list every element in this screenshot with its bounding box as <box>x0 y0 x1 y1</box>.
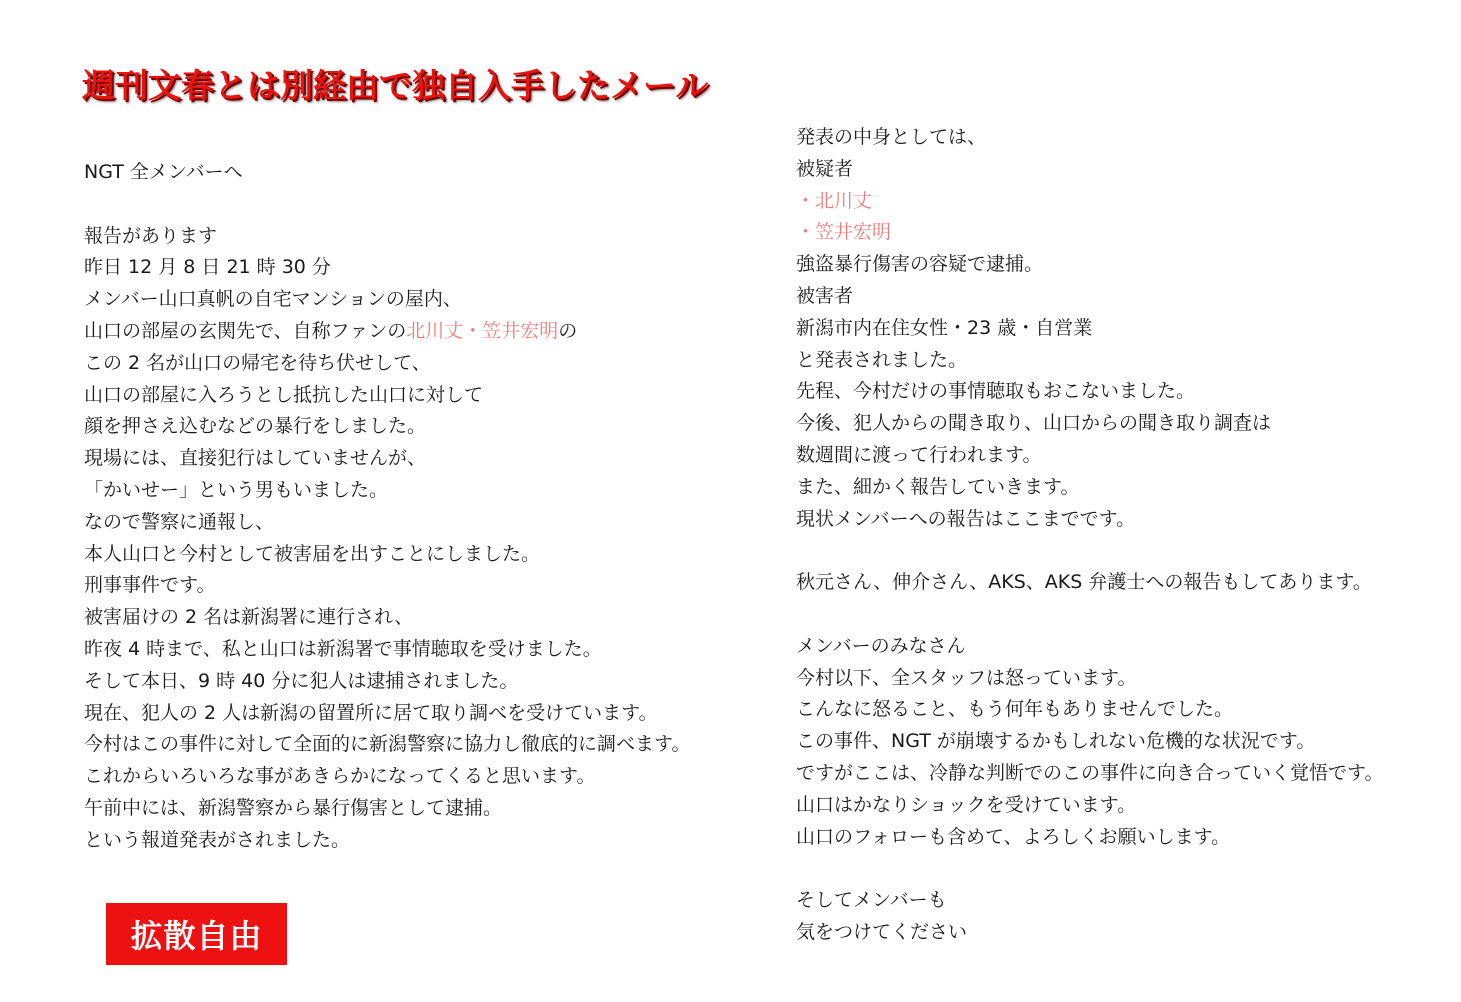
highlighted-names: 北川丈・笠井宏明 <box>406 319 559 342</box>
text-line: 現状メンバーへの報告はここまでです。 <box>796 507 1136 530</box>
share-freely-badge: 拡散自由 <box>106 903 287 965</box>
text-line: 山口の部屋に入ろうとし抵抗した山口に対して <box>84 383 484 406</box>
text-line: 昨夜 4 時まで、私と山口は新潟署で事情聴取を受けました。 <box>84 637 602 660</box>
text-line: これからいろいろな事があきらかになってくると思います。 <box>84 765 596 788</box>
text-line: NGT 全メンバーへ <box>84 161 243 183</box>
text-segment: の <box>558 319 578 342</box>
text-line: 報告があります <box>84 224 218 247</box>
text-line: 顔を押さえ込むなどの暴行をしました。 <box>84 415 427 438</box>
text-line: 昨日 12 月 8 日 21 時 30 分 <box>84 256 331 279</box>
text-segment: 山口の部屋の玄関先で、自称ファンの <box>84 319 407 342</box>
text-line: と発表されました。 <box>796 348 968 371</box>
text-line: ですがここは、冷静な判断でのこの事件に向き合っていく覚悟です。 <box>796 761 1384 784</box>
blank-line <box>84 189 690 221</box>
blank-line <box>796 599 1383 631</box>
text-line: 今村以下、全スタッフは怒っています。 <box>796 666 1137 689</box>
suspect-name: ・北川丈 <box>796 189 873 212</box>
text-line-with-names <box>84 316 690 348</box>
text-line: 午前中には、新潟警察から暴行傷害として逮捕。 <box>84 796 503 819</box>
text-line: 刑事事件です。 <box>84 574 216 597</box>
text-line: 現場には、直接犯行はしていませんが、 <box>84 447 427 470</box>
text-line: 発表の中身としては、 <box>796 126 987 148</box>
text-line: 被疑者 <box>796 157 854 180</box>
text-line: 秋元さん、伸介さん、AKS、AKS 弁護士への報告もしてあります。 <box>796 571 1372 594</box>
text-line: なので警察に通報し、 <box>84 510 275 533</box>
document-title: 週刊文春とは別経由で独自入手したメール <box>82 66 709 105</box>
suspect-name: ・笠井宏明 <box>796 221 892 244</box>
text-line: 本人山口と今村として被害届を出すことにしました。 <box>84 542 541 565</box>
left-column <box>84 157 690 857</box>
text-line: そして本日、9 時 40 分に犯人は逮捕されました。 <box>84 669 519 692</box>
right-column <box>796 122 1383 949</box>
text-line: 先程、今村だけの事情聴取もおこないました。 <box>796 380 1196 403</box>
text-line: 現在、犯人の 2 人は新潟の留置所に居て取り調べを受けています。 <box>84 701 658 724</box>
text-line: メンバーのみなさん <box>796 634 966 657</box>
text-line: 山口はかなりショックを受けています。 <box>796 793 1137 816</box>
text-line: この 2 名が山口の帰宅を待ち伏せして、 <box>84 351 431 374</box>
blank-line <box>796 853 1383 885</box>
text-line: この事件、NGT が崩壊するかもしれない危機的な状況です。 <box>796 730 1316 753</box>
text-line: 今後、犯人からの聞き取り、山口からの聞き取り調査は <box>796 412 1272 435</box>
text-line: また、細かく報告していきます。 <box>796 475 1080 498</box>
blank-line <box>796 535 1383 567</box>
text-line: 山口のフォローも含めて、よろしくお願いします。 <box>796 825 1231 848</box>
text-line: 今村はこの事件に対して全面的に新潟警察に協力し徹底的に調べます。 <box>84 733 691 756</box>
text-line: 気をつけてください <box>796 920 968 943</box>
text-line: 新潟市内在住女性・23 歳・自営業 <box>796 316 1093 339</box>
text-line: という報道発表がされました。 <box>84 828 351 851</box>
text-line: 強盗暴行傷害の容疑で逮捕。 <box>796 253 1044 276</box>
text-line: 被害届けの 2 名は新潟署に連行され、 <box>84 606 414 629</box>
text-line: 「かいせー」という男もいました。 <box>84 478 389 501</box>
text-line: 数週間に渡って行われます。 <box>796 443 1042 466</box>
text-line: 被害者 <box>796 284 854 307</box>
text-line: メンバー山口真帆の自宅マンションの屋内、 <box>84 288 462 311</box>
text-line: そしてメンバーも <box>796 889 947 912</box>
text-line: こんなに怒ること、もう何年もありませんでした。 <box>796 698 1234 721</box>
